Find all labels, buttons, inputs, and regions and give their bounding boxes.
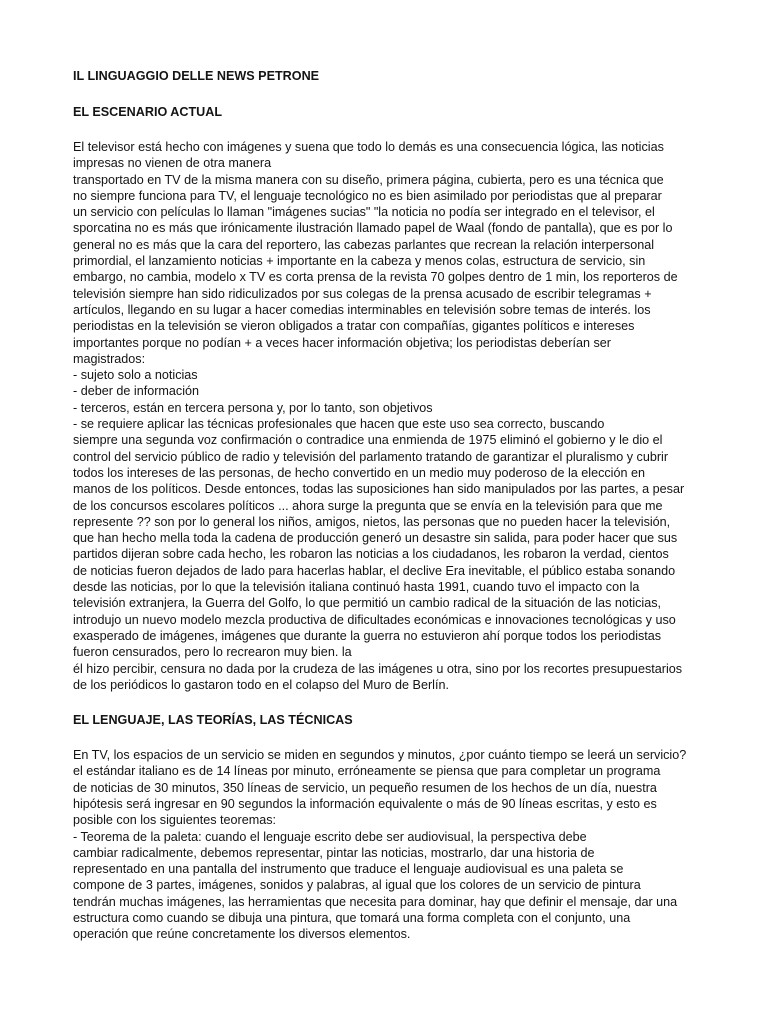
text-line: estructura como cuando se dibuja una pintura, que tomará una forma completa con el conjunto, una (73, 911, 631, 926)
text-line: exasperado de imágenes, imágenes que durante la guerra no estuvieron ahí porque todos los periodistas (73, 628, 662, 643)
document-title: IL LINGUAGGIO DELLE NEWS PETRONE (73, 69, 320, 83)
section-body-escenario (73, 139, 701, 693)
text-line: magistrados: (73, 351, 146, 366)
text-line: - deber de información (73, 384, 200, 399)
spacer (73, 693, 701, 711)
spacer (73, 85, 701, 103)
text-line: partidos dijeran sobre cada hecho, les robaron las noticias a los ciudadanos, les robaron la verdad, cientos (73, 547, 669, 562)
spacer (73, 121, 701, 139)
text-line: él hizo percibir, censura no dada por la crudeza de las imágenes u otra, sino por los recortes presupuestarios (73, 661, 683, 676)
text-line: representado en una pantalla del instrumento que traduce el lenguaje audiovisual es una paleta se (73, 862, 624, 877)
text-line: introdujo un nuevo modelo mezcla productiva de dificultades económicas e innovaciones tecnológicas y uso (73, 612, 676, 627)
text-line: no siempre funciona para TV, el lenguaje tecnológico no es bien asimilado por periodistas que al preparar (73, 188, 662, 203)
text-line: cambiar radicalmente, debemos representar, pintar las noticias, mostrarlo, dar una historia de (73, 845, 595, 860)
text-line: - Teorema de la paleta: cuando el lenguaje escrito debe ser audiovisual, la perspectiva debe (73, 829, 587, 844)
text-line: primordial, el lanzamiento noticias + importante en la cabeza y menos colas, estructura de servicio, sin (73, 254, 646, 269)
text-line: de noticias de 30 minutos, 350 líneas de servicio, un pequeño resumen de los hechos de un día, nuestra (73, 780, 657, 795)
text-line: televisión extranjera, la Guerra del Golfo, lo que permitió un cambio radical de la situación de las noticias, (73, 596, 662, 611)
text-line: operación que reúne concretamente los diversos elementos. (73, 927, 411, 942)
text-line: de noticias fueron dejados de lado para hacerlas hablar, el declive Era inevitable, el público estaba sonando (73, 563, 676, 578)
text-line: un servicio con películas lo llaman "imágenes sucias" "la noticia no podía ser integrado en el televisor, el (73, 205, 655, 220)
text-line: compone de 3 partes, imágenes, sonidos y palabras, al igual que los colores de un servicio de pintura (73, 878, 641, 893)
text-line: todos los intereses de las personas, de hecho convertido en un medio muy poderoso de la elección en (73, 465, 645, 480)
section-heading-lenguaje: EL LENGUAJE, LAS TEORÍAS, LAS TÉCNICAS (73, 713, 353, 728)
text-line: que han hecho mella toda la cadena de producción generó un desastre sin salida, para poder hacer que sus (73, 531, 678, 546)
text-line: sporcatina no es más que irónicamente ilustración llamado papel de Waal (fondo de pantalla), que es por lo (73, 221, 673, 236)
text-line: transportado en TV de la misma manera con su diseño, primera página, cubierta, pero es una técnica que (73, 172, 664, 187)
text-line: represente ?? son por lo general los niños, amigos, nietos, las personas que no pueden hacer la televisión, (73, 514, 671, 529)
text-line: artículos, llegando en su lugar a hacer comedias interminables en televisión sobre temas de interés. los (73, 302, 651, 317)
section-heading-escenario: EL ESCENARIO ACTUAL (73, 105, 223, 119)
text-line: impresas no vienen de otra manera (73, 156, 272, 171)
text-line: manos de los políticos. Desde entonces, todas las suposiciones han sido manipulados por las partes, a pesar (73, 482, 685, 497)
spacer (73, 729, 701, 747)
text-line: hipótesis será ingresar en 90 segundos la información equivalente o más de 90 líneas escritas, y esto es (73, 796, 657, 811)
text-line: En TV, los espacios de un servicio se miden en segundos y minutos, ¿por cuánto tiempo se leerá un servicio? (73, 748, 687, 763)
text-line: fueron censurados, pero lo recrearon muy bien. la (73, 645, 352, 660)
text-line: televisión siempre han sido ridiculizados por sus colegas de la prensa acusado de escribir telegramas + (73, 286, 652, 301)
text-line: tendrán muchas imágenes, las herramientas que necesita para dominar, hay que definir el mensaje, dar una (73, 894, 678, 909)
text-line: - terceros, están en tercera persona y, por lo tanto, son objetivos (73, 400, 433, 415)
section-body-lenguaje (73, 747, 701, 943)
text-line: - sujeto solo a noticias (73, 368, 198, 383)
text-line: El televisor está hecho con imágenes y suena que todo lo demás es una consecuencia lógica, las noticias (73, 140, 664, 154)
text-line: embargo, no cambia, modelo x TV es corta prensa de la revista 70 golpes dentro de 1 min, los reporteros de (73, 270, 678, 285)
text-line: siempre una segunda voz confirmación o contradice una enmienda de 1975 eliminó el gobierno y le dio el (73, 433, 663, 448)
text-line: de los periódicos lo gastaron todo en el colapso del Muro de Berlín. (73, 677, 449, 692)
text-line: periodistas en la televisión se vieron obligados a tratar con compañías, gigantes políticos e intereses (73, 319, 635, 334)
text-line: el estándar italiano es de 14 líneas por minuto, erróneamente se piensa que para completar un programa (73, 764, 661, 779)
text-line: posible con los siguientes teoremas: (73, 813, 277, 828)
text-line: desde las noticias, por lo que la televisión italiana continuó hasta 1991, cuando tuvo el impacto con la (73, 580, 640, 595)
text-line: de los concursos escolares políticos ... ahora surge la pregunta que se envía en la televisión para que me (73, 498, 663, 513)
document-page (73, 67, 701, 943)
text-line: importantes porque no podían + a veces hacer información objetiva; los periodistas deberían ser (73, 335, 612, 350)
text-line: - se requiere aplicar las técnicas profesionales que hacen que este uso sea correcto, buscando (73, 417, 605, 432)
text-line: control del servicio público de radio y televisión del parlamento tratando de garantizar el pluralismo y cubrir (73, 449, 669, 464)
text-line: general no es más que la cara del reportero, las cabezas parlantes que recrean la relación interpersonal (73, 237, 655, 252)
